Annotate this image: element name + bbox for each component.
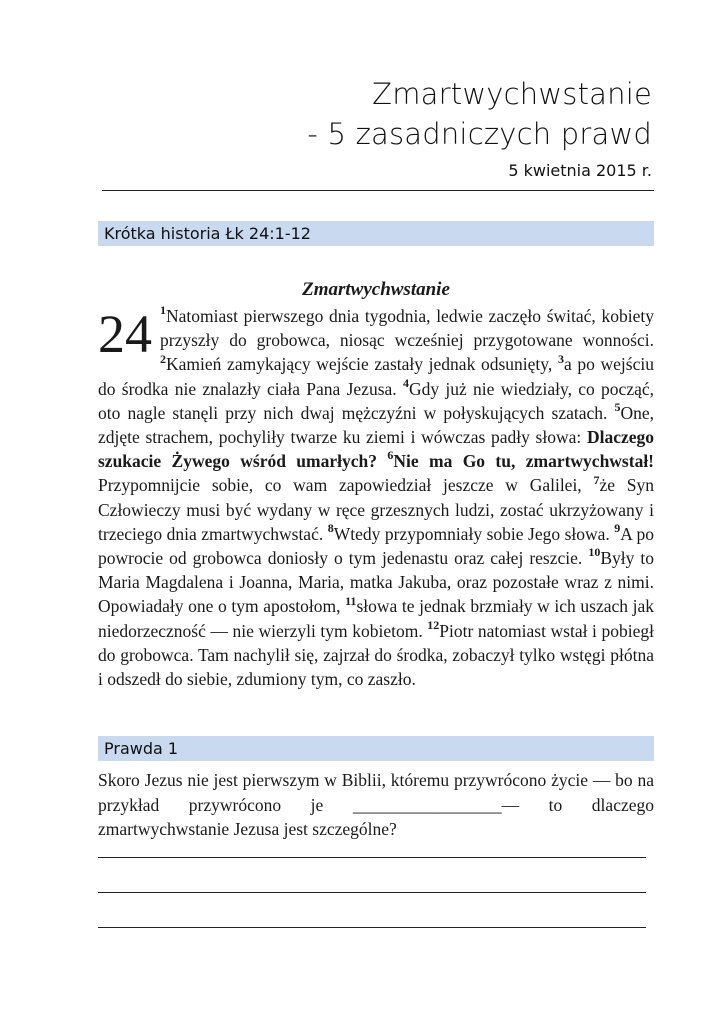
answer-line[interactable] [98, 892, 646, 893]
verse-number: 3 [557, 351, 564, 366]
verse-quote: Dlaczego szukacie Żywego wśród umarłych? [98, 427, 654, 472]
document-title: Zmartwychwstanie [372, 77, 652, 111]
verse-number: 2 [160, 351, 166, 366]
verse-number: 1 [160, 303, 166, 318]
answer-line[interactable] [98, 927, 646, 928]
question-text: Skoro Jezus nie jest pierwszym w Biblii, któremu przywrócono życie — bo na przykład przywrócono je _________________— to dlaczego zmartwychwstanie Jezusa jest szczególne? [98, 770, 654, 839]
verse-quote: Nie ma Go tu, zmartwychwstał! [393, 451, 655, 472]
verse-number: 7 [593, 472, 600, 487]
verse-text: A po powrocie od grobowca doniosły o tym jedenastu oraz całej reszcie. [98, 523, 654, 569]
verse-text: Gdy już nie wiedziały, co począć, oto nagle stanęli przy nich dwaj mężczyźni w połyskujących szatach. [98, 378, 654, 423]
verse-text: Kamień zamykający wejście zastały jednak odsunięty, [166, 354, 558, 375]
section-heading-truth-1: Prawda 1 [98, 736, 654, 761]
verse-text: Piotr natomiast wstał i pobiegł do grobowca. Tam nachylił się, zajrzał do środka, zobaczył tylko wstęgi płótna i odszedł do siebie, zdumiony tym, co zaszło. [98, 620, 654, 690]
chapter-number: 24 [98, 304, 152, 364]
page-header [307, 74, 652, 184]
verse-number: 9 [614, 521, 621, 535]
verse-text: Natomiast pierwszego dnia tygodnia, ledwie zaczęło świtać, kobiety przyszły do grobowca, niosąc wcześniej przygotowane wonności. [160, 306, 654, 351]
verse-number: 4 [402, 375, 409, 390]
scripture-passage [98, 278, 654, 691]
document-subtitle: - 5 zasadniczych prawd [307, 117, 652, 151]
verse-number: 5 [614, 399, 621, 414]
answer-line[interactable] [98, 857, 646, 858]
verse-text: Przypomnijcie sobie, co wam zapowiedział jeszcze w Galilei, [98, 475, 594, 496]
verse-text: One, zdjęte strachem, pochyliły twarze ku ziemi i wówczas padły słowa: [98, 402, 654, 448]
verse-text: że Syn Człowieczy musi być wydany w ręce grzesznych ludzi, zostać ukrzyżowany i trzeciego dnia zmartwychwstać. [98, 475, 654, 544]
document-date: 5 kwietnia 2015 r. [508, 161, 652, 180]
verse-text: Były to Maria Magdalena i Joanna, Maria, matka Jakuba, oraz pozostałe wraz z nimi. Opowiadały one o tym apostołom, [98, 548, 654, 617]
verse-number: 6 [387, 448, 394, 463]
section-heading-history: Krótka historia Łk 24:1-12 [98, 221, 654, 246]
verse-number: 12 [427, 617, 440, 632]
verse-number: 11 [345, 593, 357, 608]
verse-text: a po wejściu do środka nie znalazły ciała Pana Jezusa. [98, 354, 654, 399]
verse-number: 10 [588, 545, 601, 560]
verse-text: Wtedy przypomniały sobie Jego słowa. [333, 523, 615, 544]
header-divider [102, 190, 654, 191]
verse-number: 8 [327, 521, 334, 535]
passage-title: Zmartwychwstanie [302, 279, 450, 300]
verse-text: słowa te jednak brzmiały w ich uszach jak niedorzeczność — nie wierzyli tym kobietom. [98, 596, 654, 641]
